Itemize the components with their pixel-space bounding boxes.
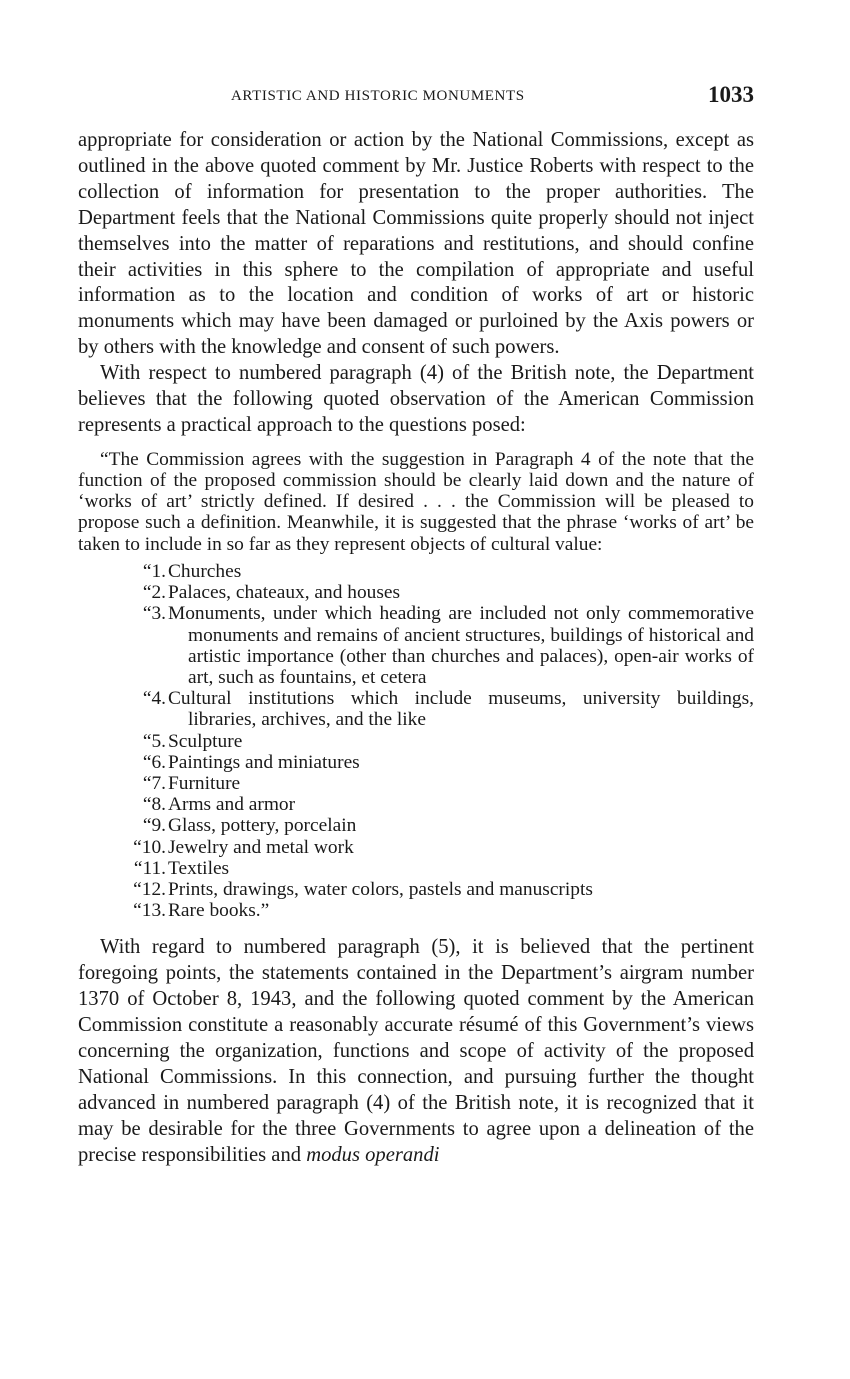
list-item-text: Monuments, under which heading are included not only commemorative monuments and remains of ancient structures, buildings of historical and artistic importance (other than churches and palaces), open-air works of art, such as fountains, et cetera xyxy=(168,603,754,688)
list-item-text: Jewelry and metal work xyxy=(168,836,354,858)
list-item xyxy=(78,900,754,921)
list-item-text: Arms and armor xyxy=(168,794,296,816)
list-item-number: “3. xyxy=(142,603,166,625)
list-item-text: Cultural institutions which include museums, university buildings, libraries, archives, and the like xyxy=(168,688,754,731)
paragraph-numbered-5-text: With regard to numbered paragraph (5), it is believed that the pertinent foregoing points, the statements contained in the Department’s airgram number 1370 of October 8, 1943, and the following quoted comment by the American Commission constitute a reasonably accurate résumé of this Government’s views concerning the organization, functions and scope of activity of the proposed National Commissions. In this connection, and pursuing further the thought advanced in numbered paragraph (4) of the British note, it is recognized that it may be desirable for the three Governments to agree upon a delineation of the precise responsibilities and xyxy=(78,936,754,1166)
page-number: 1033 xyxy=(708,82,754,107)
list-item xyxy=(78,561,754,582)
list-item-number: “7. xyxy=(142,772,166,794)
list-item xyxy=(78,858,754,879)
list-item-text: Sculpture xyxy=(168,730,243,752)
list-item xyxy=(78,582,754,603)
list-item-text: Rare books.” xyxy=(168,900,270,922)
list-item-text: Textiles xyxy=(168,857,230,879)
list-item xyxy=(78,688,754,730)
paragraph-numbered-5 xyxy=(78,935,754,1168)
list-item xyxy=(78,773,754,794)
list-item-number: “1. xyxy=(142,560,166,582)
list-item xyxy=(78,752,754,773)
list-item-number: “12. xyxy=(133,878,166,900)
list-item-number: “11. xyxy=(133,857,166,879)
list-item-text: Palaces, chateaux, and houses xyxy=(168,582,401,604)
works-of-art-list xyxy=(78,561,754,921)
list-item-number: “6. xyxy=(142,751,166,773)
list-item-number: “4. xyxy=(142,688,166,710)
list-item-text: Prints, drawings, water colors, pastels and manuscripts xyxy=(168,878,593,900)
quoted-observation: “The Commission agrees with the suggestion in Paragraph 4 of the note that the function of the proposed commission should be clearly laid down and the nature of ‘works of art’ strictly defined. If desired . . . the Commission will be pleased to propose such a definition. Meanwhile, it is suggested that the phrase ‘works of art’ be taken to include in so far as they represent objects of cultural value: xyxy=(78,448,754,555)
list-item xyxy=(78,815,754,836)
body-text xyxy=(78,128,754,1169)
running-head: ARTISTIC AND HISTORIC MONUMENTS xyxy=(231,88,525,104)
list-item-number: “8. xyxy=(142,794,166,816)
list-item xyxy=(78,879,754,900)
list-item xyxy=(78,603,754,688)
italic-phrase: modus operandi xyxy=(306,1143,440,1166)
list-item-number: “10. xyxy=(133,836,166,858)
list-item-number: “13. xyxy=(133,900,166,922)
list-item xyxy=(78,837,754,858)
paragraph-numbered-4: With respect to numbered paragraph (4) of the British note, the Department believes that the following quoted observation of the American Commission represents a practical approach to the questions posed: xyxy=(78,362,754,436)
list-item-number: “5. xyxy=(142,730,166,752)
list-item xyxy=(78,794,754,815)
list-item xyxy=(78,731,754,752)
list-item-text: Furniture xyxy=(168,772,241,794)
list-item-number: “9. xyxy=(142,815,166,837)
list-item-text: Paintings and miniatures xyxy=(168,751,360,773)
paragraph-continuation: appropriate for consideration or action by the National Commissions, except as outlined in the above quoted comment by Mr. Justice Roberts with respect to the collection of information for presentation to the proper authorities. The Department feels that the National Commissions quite properly should not inject themselves into the matter of reparations and restitutions, and should confine their activities in this sphere to the compilation of appropriate and useful information as to the location and condition of works of art or historic monuments which may have been damaged or purloined by the Axis powers or by others with the knowledge and consent of such powers. xyxy=(78,129,754,359)
page-header xyxy=(78,82,754,112)
list-item-number: “2. xyxy=(142,582,166,604)
list-item-text: Glass, pottery, porcelain xyxy=(168,815,357,837)
list-item-text: Churches xyxy=(168,560,242,582)
